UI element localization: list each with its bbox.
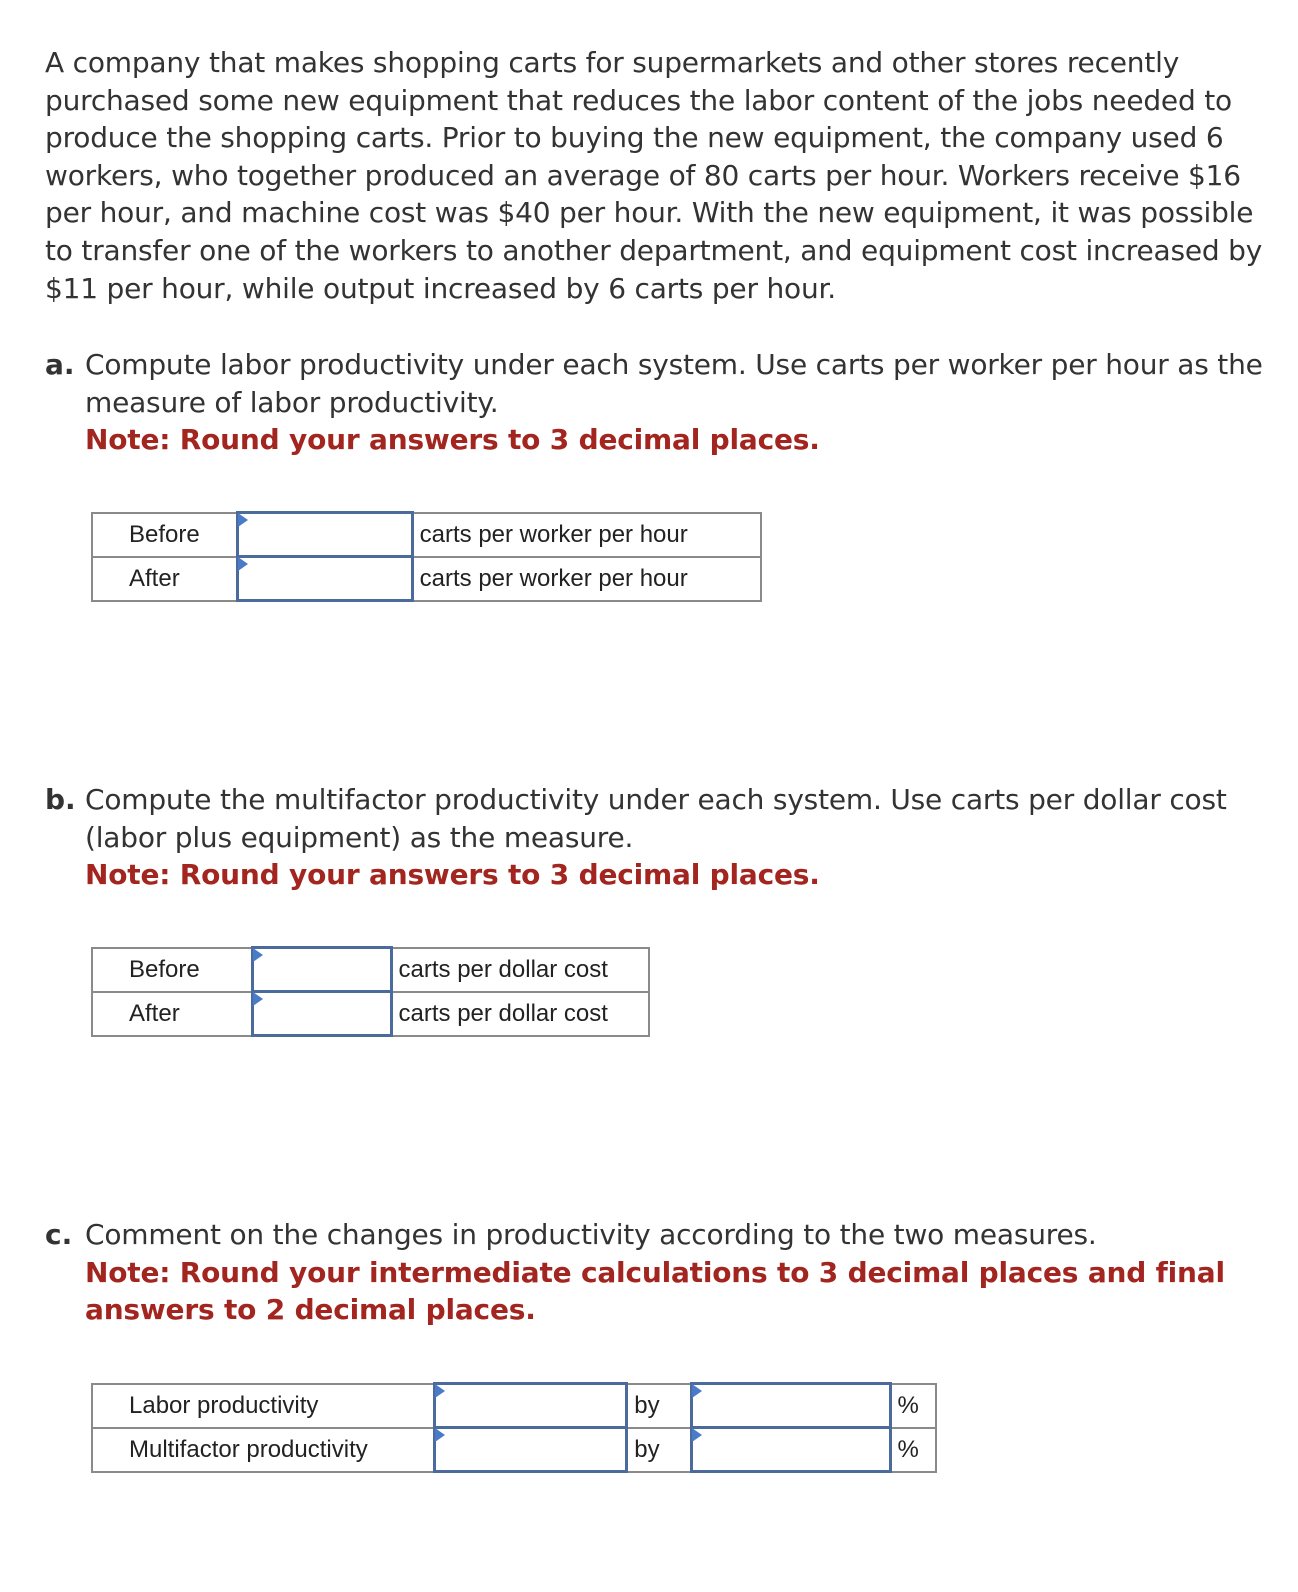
labor-productivity-after-input[interactable] [238,557,412,601]
part-a-question: Compute labor productivity under each system. Use carts per worker per hour as the measure of labor productivity. [85,348,1263,419]
by-label: by [627,1428,692,1472]
multifactor-change-field[interactable] [436,1429,625,1470]
problem-statement: A company that makes shopping carts for supermarkets and other stores recently purchased some new equipment that reduces the labor content of the jobs needed to produce the shopping carts. Prior to buying the new equipment, the company used 6 workers, who together produced an average of 80 carts per hour. Workers receive $16 per hour, and machine cost was $40 per hour. With the new equipment, it was possible to transfer one of the workers to another department, and equipment cost increased by $11 per hour, while output increased by 6 carts per hour. [45,46,1263,305]
labor-change-direction-input[interactable] [434,1384,626,1428]
percent-label: % [890,1428,936,1472]
part-b-answer-table [91,946,650,1037]
part-b-letter: b. [45,783,76,816]
input-marker-icon [238,557,248,571]
multifactor-change-percent-input[interactable] [692,1428,890,1472]
row-label: Before [92,948,253,992]
row-label: Multifactor productivity [92,1428,434,1472]
input-marker-icon [435,1428,445,1442]
table-row [92,992,649,1036]
table-row [92,1428,936,1472]
row-label: Before [92,513,238,557]
labor-change-field[interactable] [436,1385,625,1426]
multifactor-percent-field[interactable] [693,1429,888,1470]
table-row [92,513,761,557]
part-c-answer-table [91,1382,937,1473]
row-label: Labor productivity [92,1384,434,1428]
input-marker-icon [435,1384,445,1398]
labor-productivity-before-input[interactable] [238,513,412,557]
table-row [92,948,649,992]
row-label: After [92,992,253,1036]
labor-change-percent-input[interactable] [692,1384,890,1428]
table-row [92,1384,936,1428]
multifactor-productivity-after-input[interactable] [253,992,391,1036]
labor-percent-field[interactable] [693,1385,888,1426]
unit-label: carts per worker per hour [412,557,761,601]
multifactor-productivity-before-input[interactable] [253,948,391,992]
part-b-note: Note: Round your answers to 3 decimal places. [85,858,820,892]
input-marker-icon [692,1428,702,1442]
multifactor-change-direction-input[interactable] [434,1428,626,1472]
part-a-note: Note: Round your answers to 3 decimal places. [85,423,820,457]
part-b [45,781,1265,894]
part-b-question: Compute the multifactor productivity under each system. Use carts per dollar cost (labor plus equipment) as the measure. [85,783,1227,854]
input-marker-icon [253,992,263,1006]
percent-label: % [890,1384,936,1428]
part-a [45,346,1265,459]
multifactor-after-field[interactable] [254,993,389,1034]
part-c-note: Note: Round your intermediate calculations to 3 decimal places and final answers to 2 decimal places. [85,1255,1225,1327]
labor-after-field[interactable] [239,558,410,599]
unit-label: carts per worker per hour [412,513,761,557]
labor-before-field[interactable] [239,514,410,555]
row-label: After [92,557,238,601]
by-label: by [627,1384,692,1428]
part-c-letter: c. [45,1218,73,1251]
unit-label: carts per dollar cost [391,948,649,992]
input-marker-icon [692,1384,702,1398]
part-c [45,1216,1265,1329]
unit-label: carts per dollar cost [391,992,649,1036]
input-marker-icon [238,513,248,527]
table-row [92,557,761,601]
part-a-letter: a. [45,348,75,381]
multifactor-before-field[interactable] [254,949,389,990]
part-a-answer-table [91,511,762,602]
part-c-question: Comment on the changes in productivity according to the two measures. [85,1218,1097,1251]
input-marker-icon [253,948,263,962]
